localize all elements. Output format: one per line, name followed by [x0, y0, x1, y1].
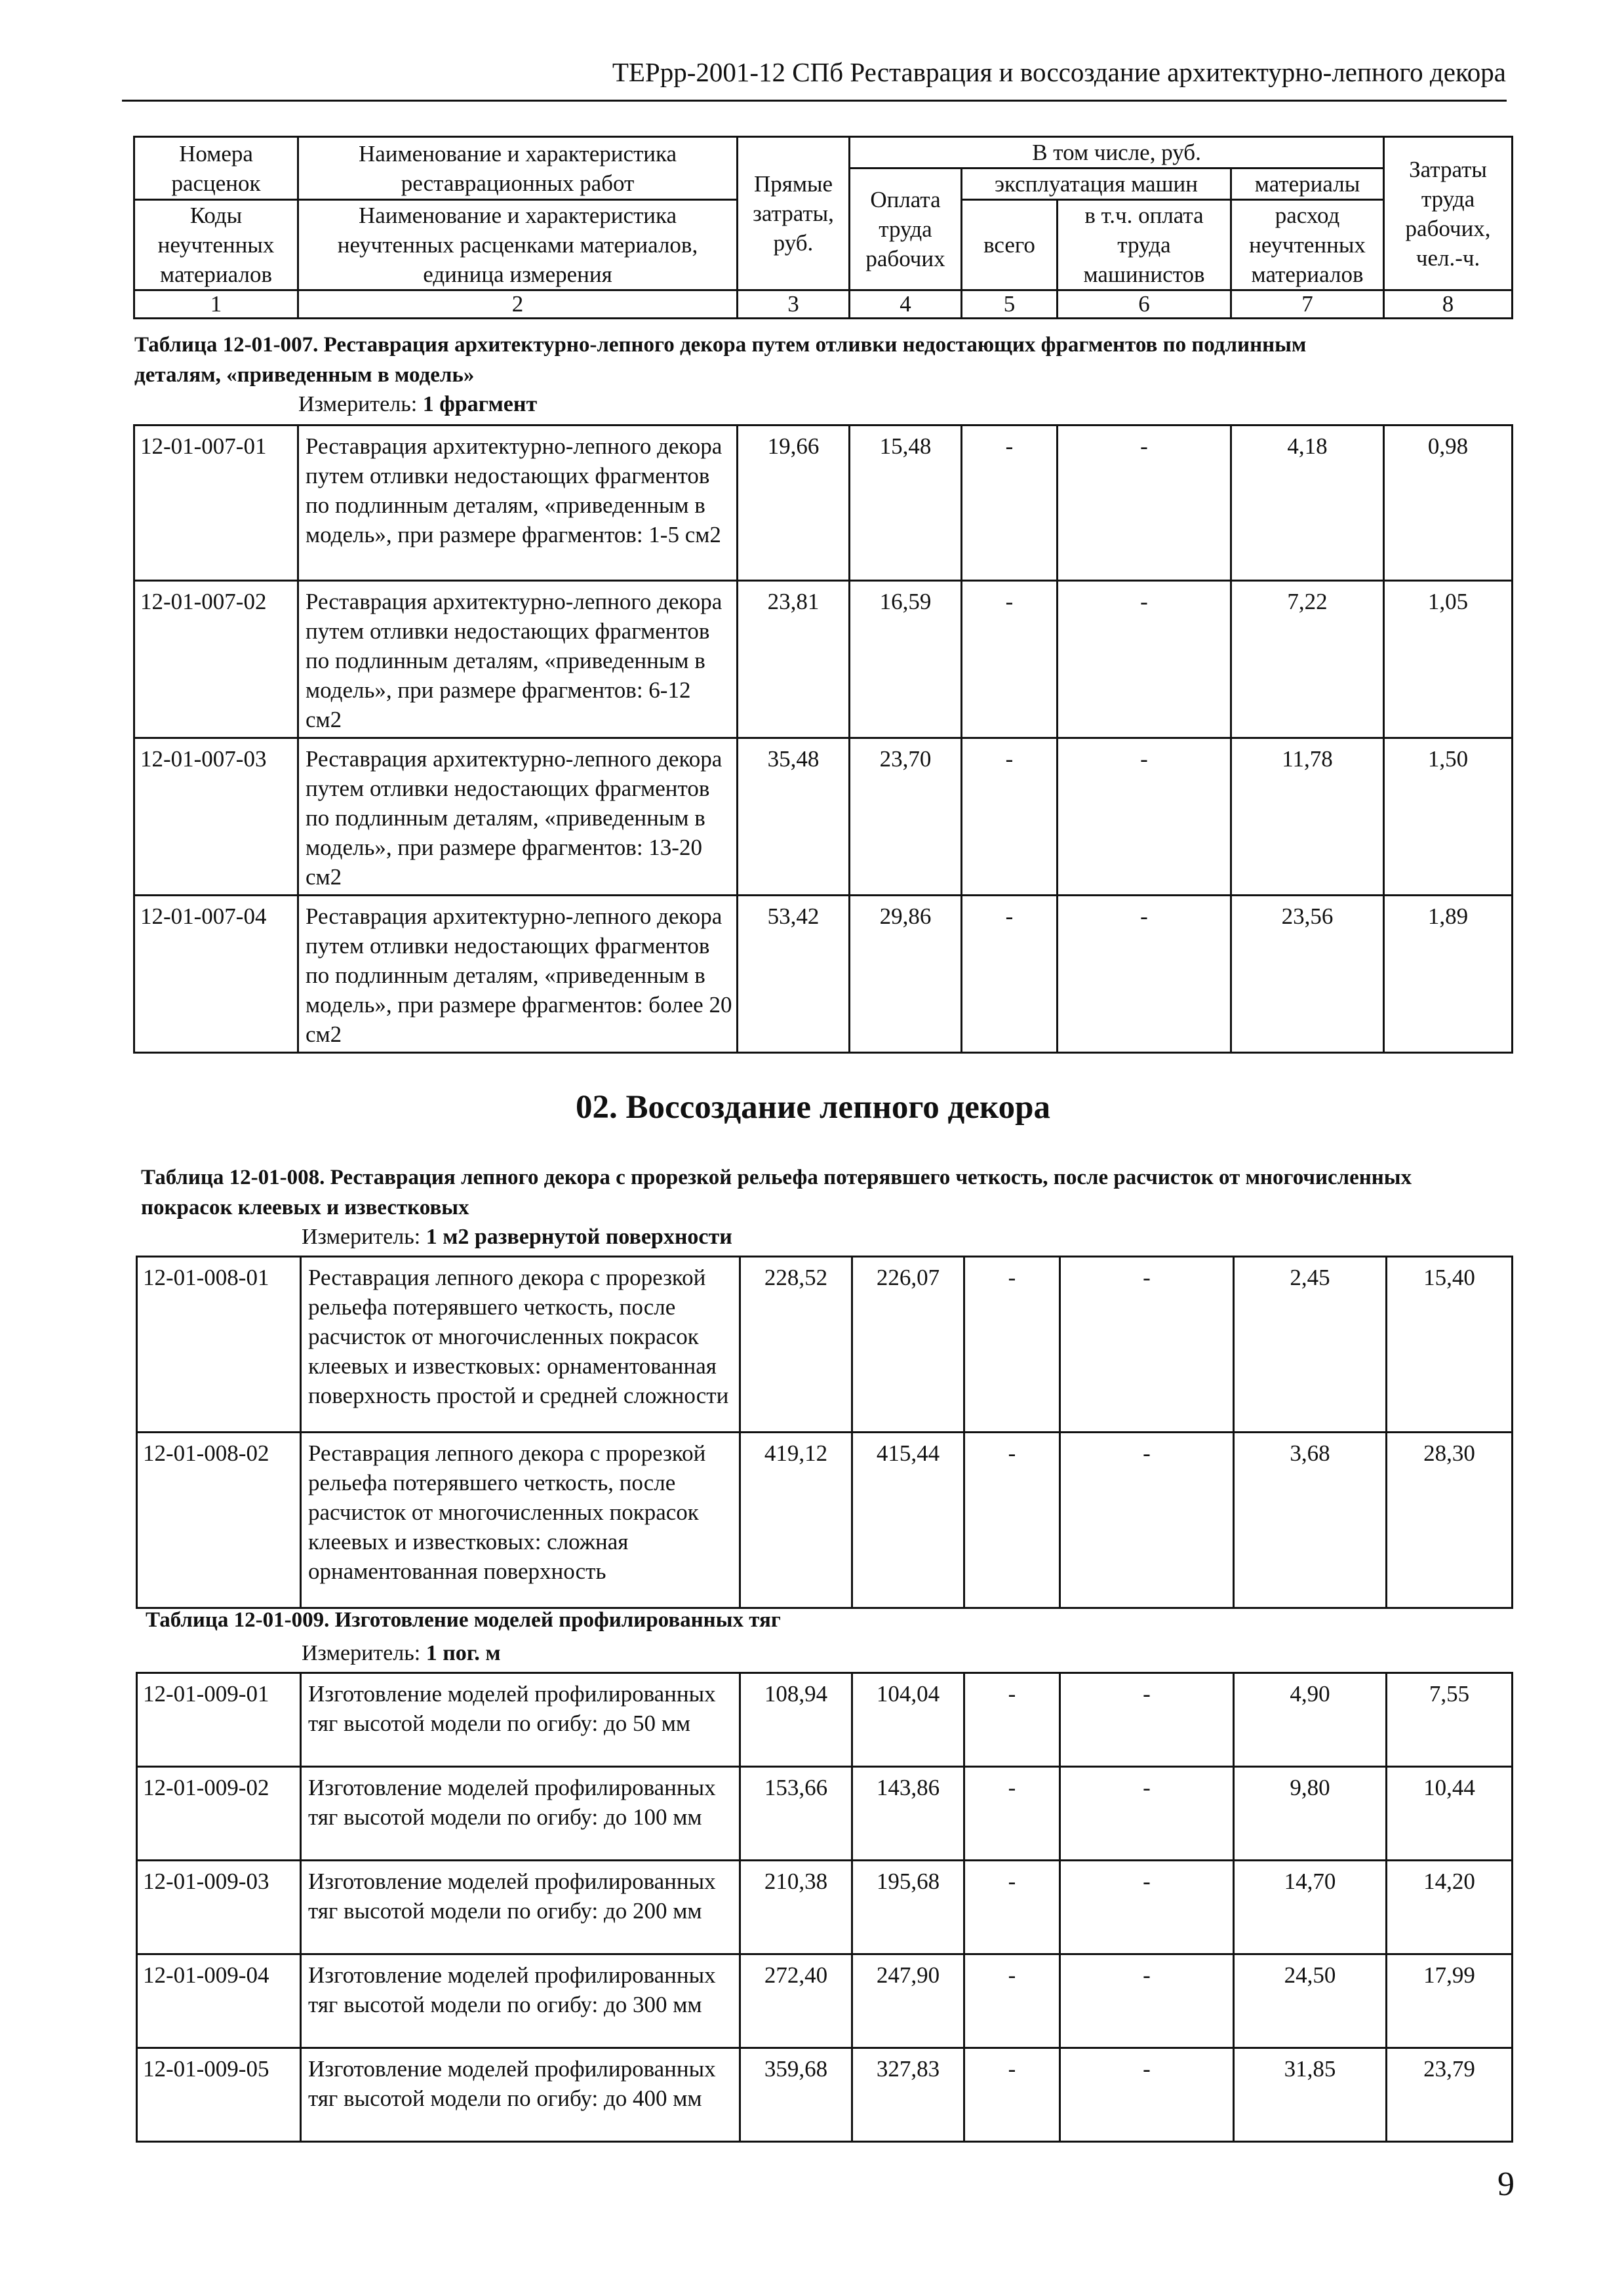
- header-machines-total: всего: [962, 200, 1058, 290]
- worker-pay-value: 104,04: [852, 1673, 964, 1767]
- materials-value: 3,68: [1234, 1433, 1387, 1608]
- materials-value: 11,78: [1231, 738, 1384, 896]
- worker-pay-value: 143,86: [852, 1767, 964, 1861]
- rate-code: 12-01-007-03: [134, 738, 298, 896]
- rate-code: 12-01-009-01: [137, 1673, 301, 1767]
- header-material-names: Наименование и характеристика неучтенных расценками материалов, единица измерения: [298, 200, 738, 290]
- worker-pay-value: 247,90: [852, 1954, 964, 2048]
- machines-total-value: -: [964, 1861, 1060, 1954]
- worker-pay-value: 15,48: [850, 426, 962, 581]
- machines-total-value: -: [962, 426, 1058, 581]
- column-number: 8: [1384, 290, 1513, 319]
- table-row: [134, 581, 1513, 738]
- header-worker-pay: Оплата труда рабочих: [850, 168, 962, 290]
- table-row: [137, 1673, 1513, 1767]
- worker-pay-value: 327,83: [852, 2048, 964, 2142]
- table-007: [133, 424, 1513, 1054]
- rate-code: 12-01-009-05: [137, 2048, 301, 2142]
- labor-hours-value: 1,05: [1384, 581, 1513, 738]
- direct-costs-value: 53,42: [738, 896, 850, 1053]
- meter-unit: 1 м2 развернутой поверхности: [426, 1225, 732, 1249]
- materials-value: 9,80: [1234, 1767, 1387, 1861]
- header-material-codes: Коды неучтенных материалов: [134, 200, 298, 290]
- machines-total-value: -: [962, 581, 1058, 738]
- table-row: [137, 1861, 1513, 1954]
- direct-costs-value: 419,12: [740, 1433, 852, 1608]
- machinist-pay-value: -: [1060, 1433, 1234, 1608]
- machinist-pay-value: -: [1060, 1861, 1234, 1954]
- column-number: 1: [134, 290, 298, 319]
- rate-code: 12-01-009-02: [137, 1767, 301, 1861]
- materials-value: 14,70: [1234, 1861, 1387, 1954]
- header-name: Наименование и характеристика реставрационных работ: [298, 137, 738, 200]
- labor-hours-value: 28,30: [1387, 1433, 1513, 1608]
- table-008-caption: Таблица 12-01-008. Реставрация лепного декора с прорезкой рельефа потерявшего четкость, после расчисток от многочисленных покрасок клеевых и известковых: [141, 1166, 1412, 1219]
- meter-unit: 1 фрагмент: [422, 392, 538, 416]
- machinist-pay-value: -: [1060, 2048, 1234, 2142]
- rate-code: 12-01-007-04: [134, 896, 298, 1053]
- labor-hours-value: 17,99: [1387, 1954, 1513, 2048]
- machines-total-value: -: [964, 1954, 1060, 2048]
- machinist-pay-value: -: [1058, 426, 1231, 581]
- rate-code: 12-01-007-02: [134, 581, 298, 738]
- materials-value: 24,50: [1234, 1954, 1387, 2048]
- direct-costs-value: 153,66: [740, 1767, 852, 1861]
- machines-total-value: -: [964, 1257, 1060, 1433]
- column-header-table: [133, 136, 1513, 319]
- table-row: [137, 1767, 1513, 1861]
- machines-total-value: -: [962, 738, 1058, 896]
- rate-description: Реставрация архитектурно-лепного декора путем отливки недостающих фрагментов по подлинным деталям, «приведенным в модель», при размере фрагментов: 13-20 см2: [298, 738, 738, 896]
- header-rule: [122, 100, 1507, 102]
- machinist-pay-value: -: [1060, 1954, 1234, 2048]
- direct-costs-value: 108,94: [740, 1673, 852, 1767]
- rate-code: 12-01-009-04: [137, 1954, 301, 2048]
- meter-label: Измеритель:: [298, 392, 418, 416]
- direct-costs-value: 359,68: [740, 2048, 852, 2142]
- rate-description: Реставрация лепного декора с прорезкой рельефа потерявшего четкость, после расчисток от многочисленных покрасок клеевых и известковых: орнаментованная поверхность простой и средней сложности: [301, 1257, 740, 1433]
- labor-hours-value: 0,98: [1384, 426, 1513, 581]
- table-row: [137, 1954, 1513, 2048]
- machinist-pay-value: -: [1058, 896, 1231, 1053]
- rate-description: Реставрация архитектурно-лепного декора путем отливки недостающих фрагментов по подлинным деталям, «приведенным в модель», при размере фрагментов: 6-12 см2: [298, 581, 738, 738]
- column-number: 3: [738, 290, 850, 319]
- table-008: [136, 1256, 1513, 1609]
- header-labor-hours: Затраты труда рабочих, чел.-ч.: [1384, 137, 1513, 290]
- labor-hours-value: 1,50: [1384, 738, 1513, 896]
- table-009-meter: [302, 1639, 501, 1668]
- labor-hours-value: 7,55: [1387, 1673, 1513, 1767]
- rate-description: Изготовление моделей профилированных тяг высотой модели по огибу: до 50 мм: [301, 1673, 740, 1767]
- header-materials-consumption: расход неучтенных материалов: [1231, 200, 1384, 290]
- meter-label: Измеритель:: [302, 1641, 421, 1665]
- labor-hours-value: 15,40: [1387, 1257, 1513, 1433]
- materials-value: 23,56: [1231, 896, 1384, 1053]
- running-head: ТЕРрр-2001-12 СПб Реставрация и воссоздание архитектурно-лепного декора: [612, 57, 1506, 87]
- header-direct-costs: Прямые затраты, руб.: [738, 137, 850, 290]
- rate-code: 12-01-008-02: [137, 1433, 301, 1608]
- direct-costs-value: 272,40: [740, 1954, 852, 2048]
- machines-total-value: -: [964, 1767, 1060, 1861]
- header-machinist-pay: в т.ч. оплата труда машинистов: [1058, 200, 1231, 290]
- column-number: 7: [1231, 290, 1384, 319]
- table-row: [134, 896, 1513, 1053]
- table-009: [136, 1672, 1513, 2143]
- rate-description: Реставрация архитектурно-лепного декора путем отливки недостающих фрагментов по подлинным деталям, «приведенным в модель», при размере фрагментов: 1-5 см2: [298, 426, 738, 581]
- column-number: 2: [298, 290, 738, 319]
- direct-costs-value: 210,38: [740, 1861, 852, 1954]
- materials-value: 2,45: [1234, 1257, 1387, 1433]
- header-materials-group: материалы: [1231, 168, 1384, 200]
- machinist-pay-value: -: [1060, 1673, 1234, 1767]
- header-machines-group: эксплуатация машин: [962, 168, 1231, 200]
- header-including-group: В том числе, руб.: [850, 137, 1384, 168]
- table-row: [134, 738, 1513, 896]
- column-number: 6: [1058, 290, 1231, 319]
- rate-description: Реставрация лепного декора с прорезкой рельефа потерявшего четкость, после расчисток от многочисленных покрасок клеевых и известковых: сложная орнаментованная поверхность: [301, 1433, 740, 1608]
- direct-costs-value: 35,48: [738, 738, 850, 896]
- rate-description: Изготовление моделей профилированных тяг высотой модели по огибу: до 400 мм: [301, 2048, 740, 2142]
- meter-label: Измеритель:: [302, 1225, 421, 1249]
- column-number: 5: [962, 290, 1058, 319]
- machines-total-value: -: [964, 2048, 1060, 2142]
- machines-total-value: -: [964, 1673, 1060, 1767]
- labor-hours-value: 1,89: [1384, 896, 1513, 1053]
- machinist-pay-value: -: [1058, 581, 1231, 738]
- table-row: [137, 1433, 1513, 1608]
- header-codes: Номера расценок: [134, 137, 298, 200]
- direct-costs-value: 228,52: [740, 1257, 852, 1433]
- machines-total-value: -: [962, 896, 1058, 1053]
- worker-pay-value: 29,86: [850, 896, 962, 1053]
- table-008-meter: [302, 1223, 732, 1252]
- section-title: 02. Воссоздание лепного декора: [576, 1089, 1050, 1126]
- rate-code: 12-01-007-01: [134, 426, 298, 581]
- labor-hours-value: 14,20: [1387, 1861, 1513, 1954]
- rate-description: Изготовление моделей профилированных тяг высотой модели по огибу: до 300 мм: [301, 1954, 740, 2048]
- table-row: [134, 426, 1513, 581]
- column-number: 4: [850, 290, 962, 319]
- machinist-pay-value: -: [1060, 1767, 1234, 1861]
- materials-value: 4,90: [1234, 1673, 1387, 1767]
- worker-pay-value: 16,59: [850, 581, 962, 738]
- worker-pay-value: 195,68: [852, 1861, 964, 1954]
- labor-hours-value: 23,79: [1387, 2048, 1513, 2142]
- machinist-pay-value: -: [1058, 738, 1231, 896]
- rate-description: Изготовление моделей профилированных тяг высотой модели по огибу: до 100 мм: [301, 1767, 740, 1861]
- direct-costs-value: 19,66: [738, 426, 850, 581]
- labor-hours-value: 10,44: [1387, 1767, 1513, 1861]
- worker-pay-value: 23,70: [850, 738, 962, 896]
- materials-value: 31,85: [1234, 2048, 1387, 2142]
- materials-value: 4,18: [1231, 426, 1384, 581]
- table-009-caption: Таблица 12-01-009. Изготовление моделей профилированных тяг: [146, 1608, 781, 1632]
- worker-pay-value: 415,44: [852, 1433, 964, 1608]
- page-number: 9: [1497, 2166, 1515, 2203]
- materials-value: 7,22: [1231, 581, 1384, 738]
- table-row: [137, 2048, 1513, 2142]
- meter-unit: 1 пог. м: [426, 1641, 501, 1665]
- direct-costs-value: 23,81: [738, 581, 850, 738]
- machines-total-value: -: [964, 1433, 1060, 1608]
- rate-code: 12-01-009-03: [137, 1861, 301, 1954]
- table-007-meter: [298, 390, 537, 419]
- worker-pay-value: 226,07: [852, 1257, 964, 1433]
- machinist-pay-value: -: [1060, 1257, 1234, 1433]
- rate-description: Изготовление моделей профилированных тяг высотой модели по огибу: до 200 мм: [301, 1861, 740, 1954]
- table-007-caption: Таблица 12-01-007. Реставрация архитектурно-лепного декора путем отливки недостающих фрагментов по подлинным деталям, «приведенным в модель»: [134, 333, 1307, 387]
- rate-description: Реставрация архитектурно-лепного декора путем отливки недостающих фрагментов по подлинным деталям, «приведенным в модель», при размере фрагментов: более 20 см2: [298, 896, 738, 1053]
- table-row: [137, 1257, 1513, 1433]
- rate-code: 12-01-008-01: [137, 1257, 301, 1433]
